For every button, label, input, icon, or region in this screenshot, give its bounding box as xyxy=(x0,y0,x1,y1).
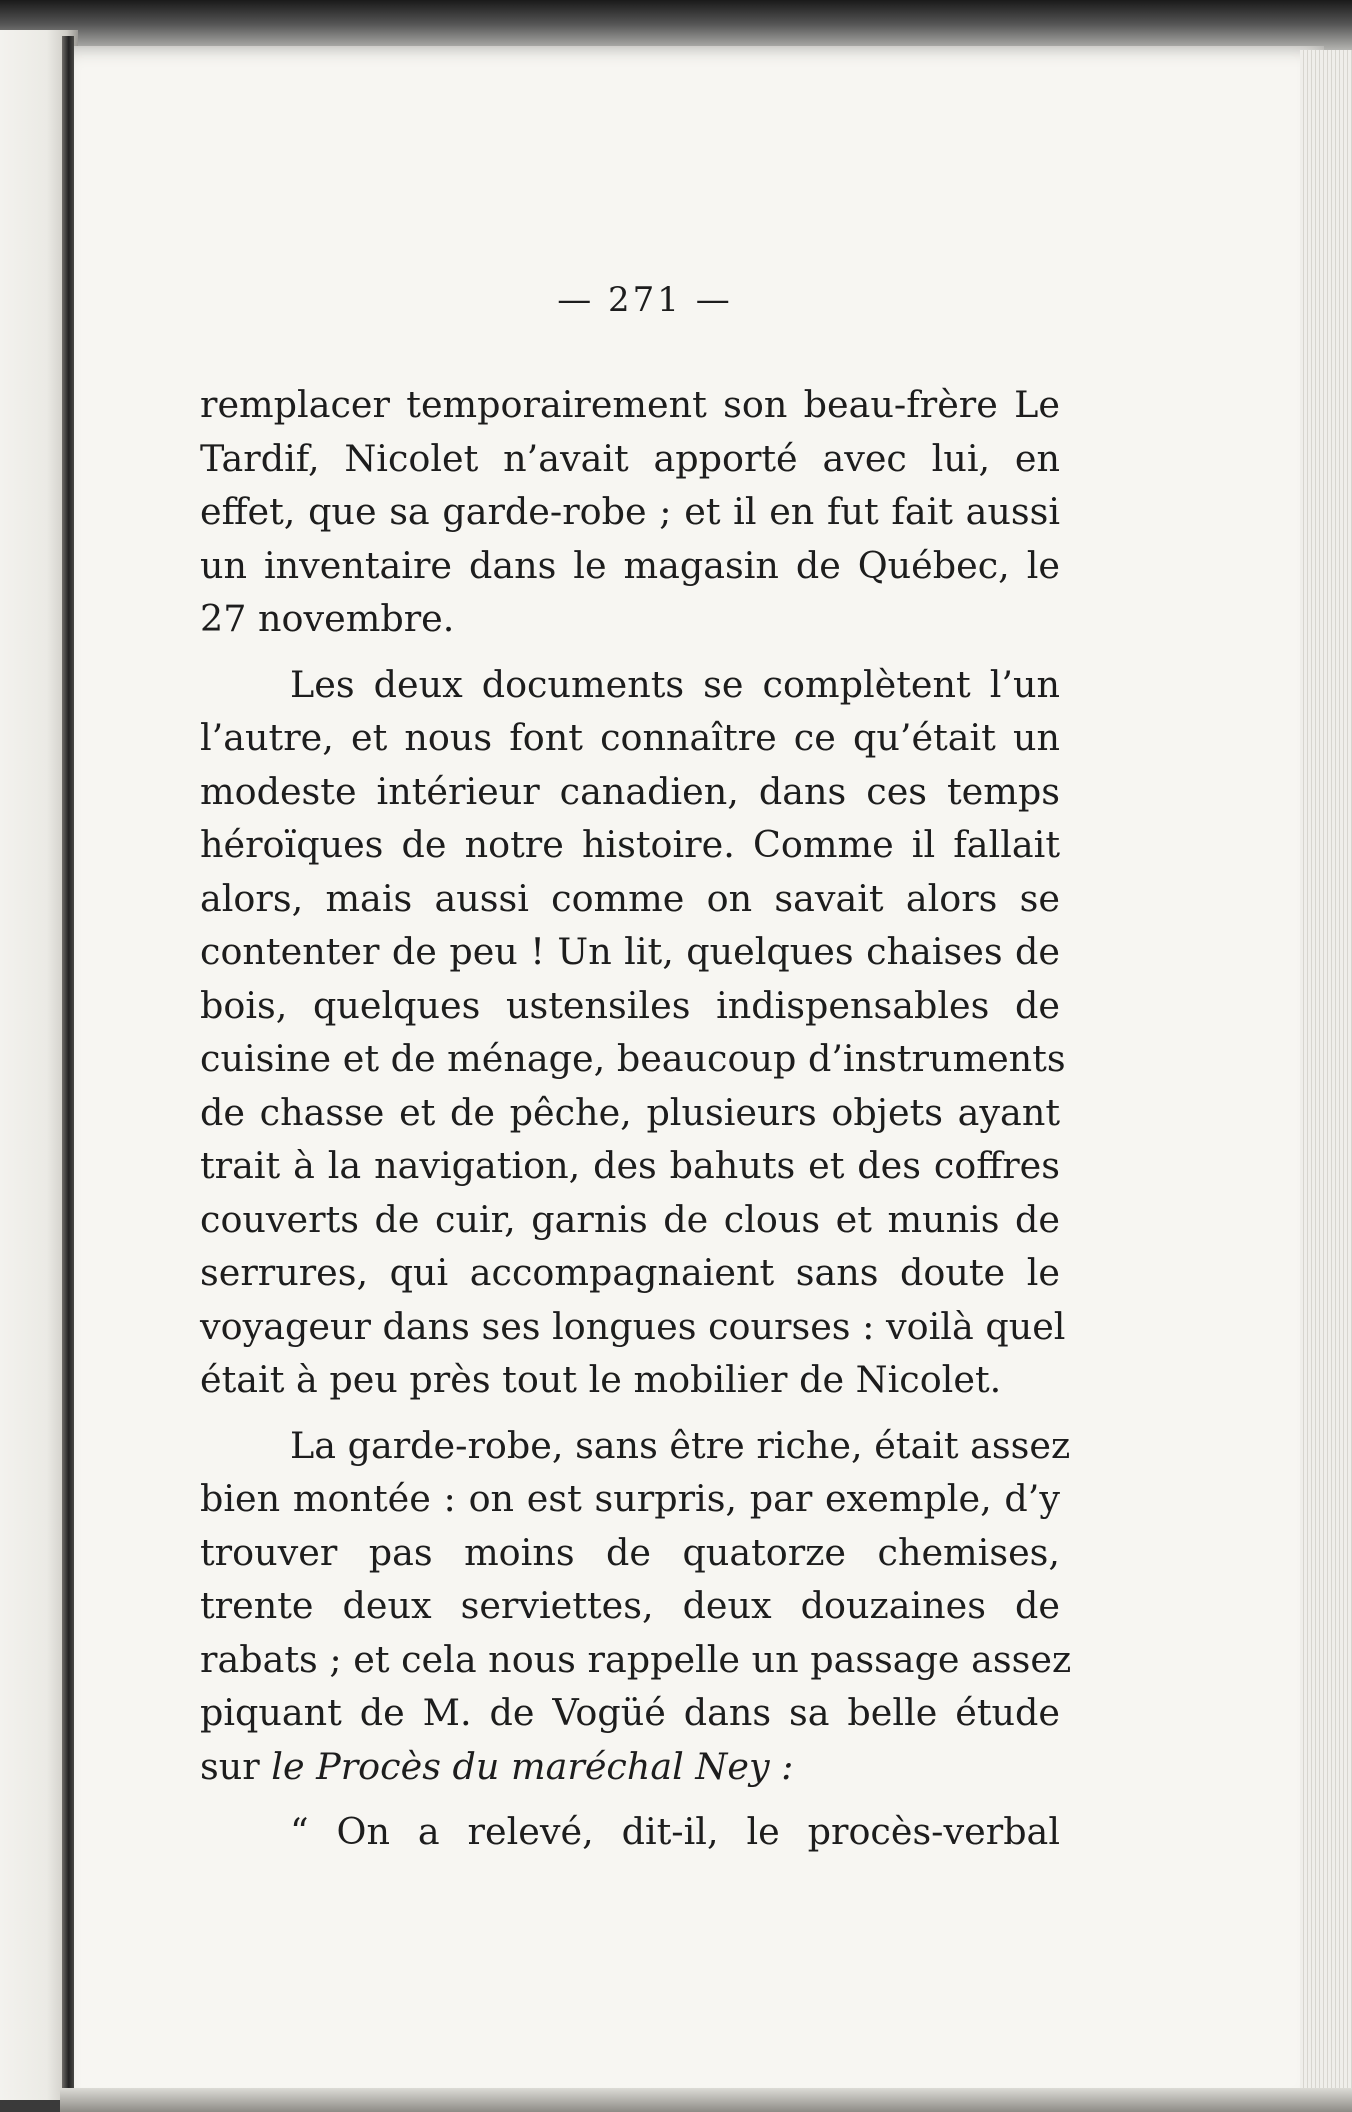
text-line: serrures, qui accompagnaient sans doute le xyxy=(200,1251,1060,1294)
text-line: trente deux serviettes, deux douzaines de xyxy=(200,1584,1060,1627)
text-line: un inventaire dans le magasin de Québec, le xyxy=(200,543,1060,587)
text-line: effet, que sa garde-robe ; et il en fut fait aussi xyxy=(200,490,1060,533)
text-line: de chasse et de pêche, plusieurs objets ayant xyxy=(200,1090,1060,1134)
text-line: piquant de M. de Vogüé dans sa belle étude xyxy=(200,1691,1060,1734)
book-spine xyxy=(62,36,74,2106)
text-line: Tardif, Nicolet n’avait apporté avec lui, en xyxy=(200,436,1060,480)
text-line: bien montée : on est surpris, par exemple, d’y xyxy=(200,1477,1060,1520)
text-line: trait à la navigation, des bahuts et des coffres xyxy=(200,1144,1060,1187)
bottom-edge xyxy=(60,2088,1352,2112)
text-line: l’autre, et nous font connaître ce qu’était un xyxy=(200,716,1060,759)
text-line: bois, quelques ustensiles indispensables de xyxy=(200,983,1060,1027)
text-line: “ On a relevé, dit-il, le procès-verbal xyxy=(290,1810,1060,1853)
page-number: — 271 — xyxy=(557,280,733,320)
text-line: rabats ; et cela nous rappelle un passage assez xyxy=(200,1637,1072,1681)
paragraph-1 xyxy=(200,378,1060,646)
text-line: cuisine et de ménage, beaucoup d’instruments xyxy=(200,1037,1066,1080)
text-line: contenter de peu ! Un lit, quelques chaises de xyxy=(200,930,1060,973)
paragraph-3 xyxy=(200,1419,1072,1794)
text-line: Les deux documents se complètent l’un xyxy=(290,662,1060,706)
text-line: remplacer temporairement son beau-frère Le xyxy=(200,383,1060,426)
text-line: modeste intérieur canadien, dans ces temps xyxy=(200,769,1060,813)
text-line: était à peu près tout le mobilier de Nicolet. xyxy=(200,1358,1002,1401)
text-line: trouver pas moins de quatorze chemises, xyxy=(200,1530,1060,1574)
paragraph-2 xyxy=(200,658,1066,1407)
text-line-prefix: sur xyxy=(200,1744,272,1788)
text-line: alors, mais aussi comme on savait alors se xyxy=(200,876,1060,920)
page-stack-edge xyxy=(1300,50,1352,2112)
text-line: héroïques de notre histoire. Comme il fallait xyxy=(200,823,1060,866)
text-line: La garde-robe, sans être riche, était assez xyxy=(290,1423,1071,1467)
text-line: couverts de cuir, garnis de clous et munis de xyxy=(200,1197,1060,1241)
paragraph-4 xyxy=(200,1805,1060,1859)
page-text xyxy=(200,280,1072,1859)
italic-title: le Procès du maréchal Ney : xyxy=(271,1744,794,1788)
text-line: 27 novembre. xyxy=(200,597,455,640)
text-line: voyageur dans ses longues courses : voilà quel xyxy=(200,1304,1066,1348)
text-line xyxy=(200,1740,1060,1794)
